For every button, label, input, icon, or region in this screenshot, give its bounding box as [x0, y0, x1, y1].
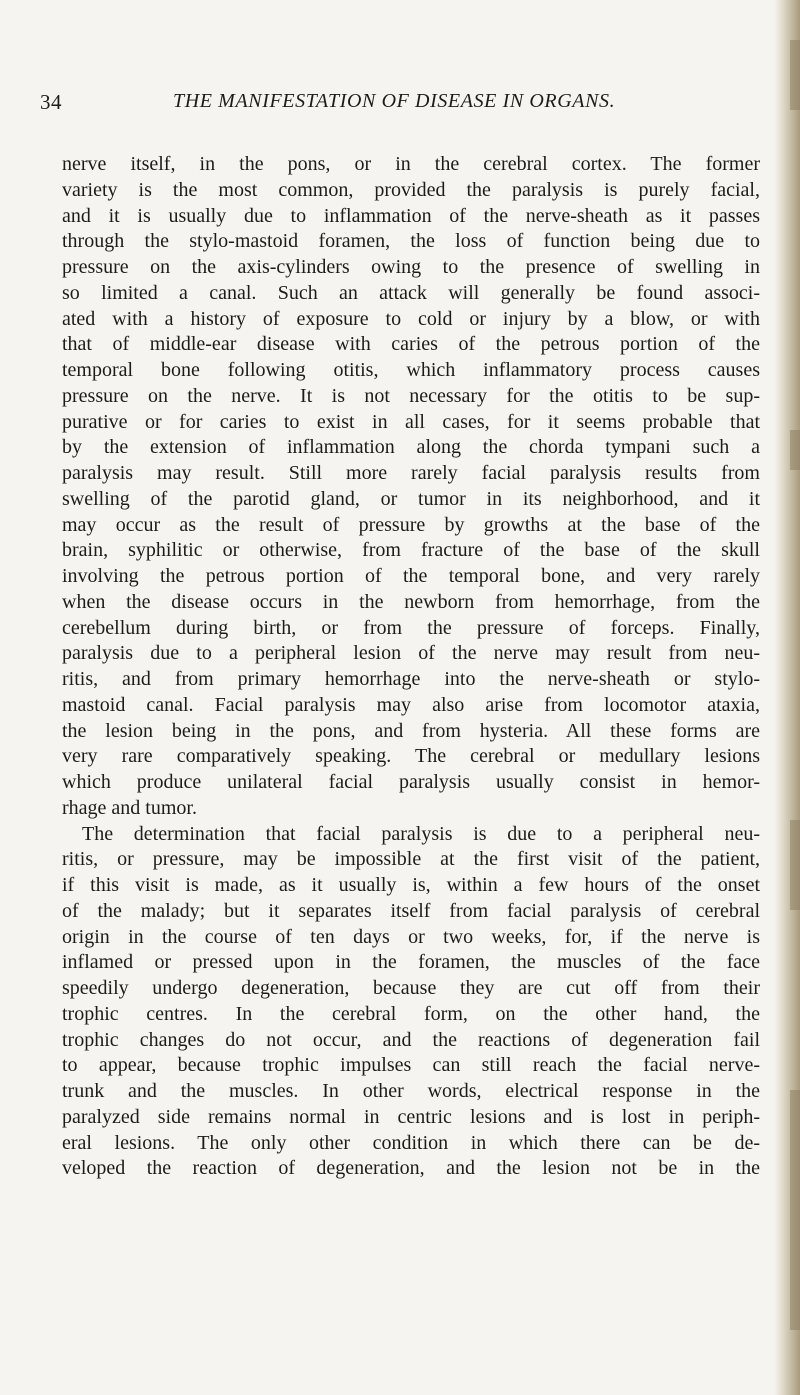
text-line: swelling of the parotid gland, or tumor in its neighborhood, and it	[62, 487, 760, 510]
text-line: very rare comparatively speaking. The cerebral or medullary lesions	[62, 745, 760, 768]
text-line: pressure on the nerve. It is not necessary for the otitis to be sup-	[62, 384, 760, 407]
body-text	[62, 152, 760, 1182]
text-line: rhage and tumor.	[62, 796, 197, 819]
text-line: ritis, and from primary hemorrhage into the nerve-sheath or stylo-	[62, 668, 760, 690]
text-line: so limited a canal. Such an attack will generally be found associ-	[62, 281, 760, 304]
text-line: that of middle-ear disease with caries of the petrous portion of the	[62, 333, 760, 356]
text-line: pressure on the axis-cylinders owing to the presence of swelling in	[62, 256, 760, 278]
page-edge-mark	[790, 820, 800, 910]
text-line: variety is the most common, provided the paralysis is purely facial,	[62, 178, 760, 201]
text-line: speedily undergo degeneration, because they are cut off from their	[62, 977, 760, 999]
page-header	[40, 90, 762, 130]
text-line: origin in the course of ten days or two weeks, for, if the nerve is	[62, 925, 760, 948]
running-title: THE MANIFESTATION OF DISEASE IN ORGANS.	[173, 90, 616, 112]
text-line: eral lesions. The only other condition in which there can be de-	[62, 1131, 760, 1154]
page-edge-mark	[790, 40, 800, 110]
text-line: when the disease occurs in the newborn from hemorrhage, from the	[62, 590, 760, 613]
text-line: mastoid canal. Facial paralysis may also arise from locomotor ataxia,	[62, 693, 760, 716]
text-line: paralysis may result. Still more rarely facial paralysis results from	[62, 462, 760, 484]
text-line: may occur as the result of pressure by growths at the base of the	[62, 513, 760, 536]
text-line: trophic changes do not occur, and the reactions of degeneration fail	[62, 1028, 760, 1051]
text-line: if this visit is made, as it usually is, within a few hours of the onset	[62, 874, 760, 896]
page-edge-mark	[790, 430, 800, 470]
text-line: nerve itself, in the pons, or in the cerebral cortex. The former	[62, 153, 760, 175]
text-line: involving the petrous portion of the temporal bone, and very rarely	[62, 565, 760, 587]
text-line: to appear, because trophic impulses can still reach the facial nerve-	[62, 1054, 760, 1077]
text-line: through the stylo-mastoid foramen, the loss of function being due to	[62, 230, 760, 253]
text-line: cerebellum during birth, or from the pressure of forceps. Finally,	[62, 616, 760, 639]
page-edge-mark	[790, 1090, 800, 1330]
text-line: paralyzed side remains normal in centric lesions and is lost in periph-	[62, 1105, 760, 1128]
text-line: trunk and the muscles. In other words, electrical response in the	[62, 1080, 760, 1102]
text-line: trophic centres. In the cerebral form, on the other hand, the	[62, 1002, 760, 1025]
text-line: ated with a history of exposure to cold or injury by a blow, or with	[62, 307, 760, 330]
text-line: purative or for caries to exist in all cases, for it seems probable that	[62, 410, 760, 433]
text-line: The determination that facial paralysis is due to a peripheral neu-	[82, 822, 760, 845]
page-number: 34	[40, 90, 62, 114]
text-line: temporal bone following otitis, which inflammatory process causes	[62, 359, 760, 381]
text-line: which produce unilateral facial paralysis usually consist in hemor-	[62, 771, 760, 793]
text-line: inflamed or pressed upon in the foramen, the muscles of the face	[62, 951, 760, 974]
text-line: ritis, or pressure, may be impossible at the first visit of the patient,	[62, 848, 760, 871]
text-line: and it is usually due to inflammation of the nerve-sheath as it passes	[62, 204, 760, 227]
text-line: by the extension of inflammation along the chorda tympani such a	[62, 436, 760, 459]
text-line: brain, syphilitic or otherwise, from fracture of the base of the skull	[62, 539, 760, 562]
text-line: veloped the reaction of degeneration, and the lesion not be in the	[62, 1157, 760, 1180]
text-line: the lesion being in the pons, and from hysteria. All these forms are	[62, 719, 760, 742]
text-line: paralysis due to a peripheral lesion of the nerve may result from neu-	[62, 642, 760, 665]
text-line: of the malady; but it separates itself from facial paralysis of cerebral	[62, 899, 760, 922]
